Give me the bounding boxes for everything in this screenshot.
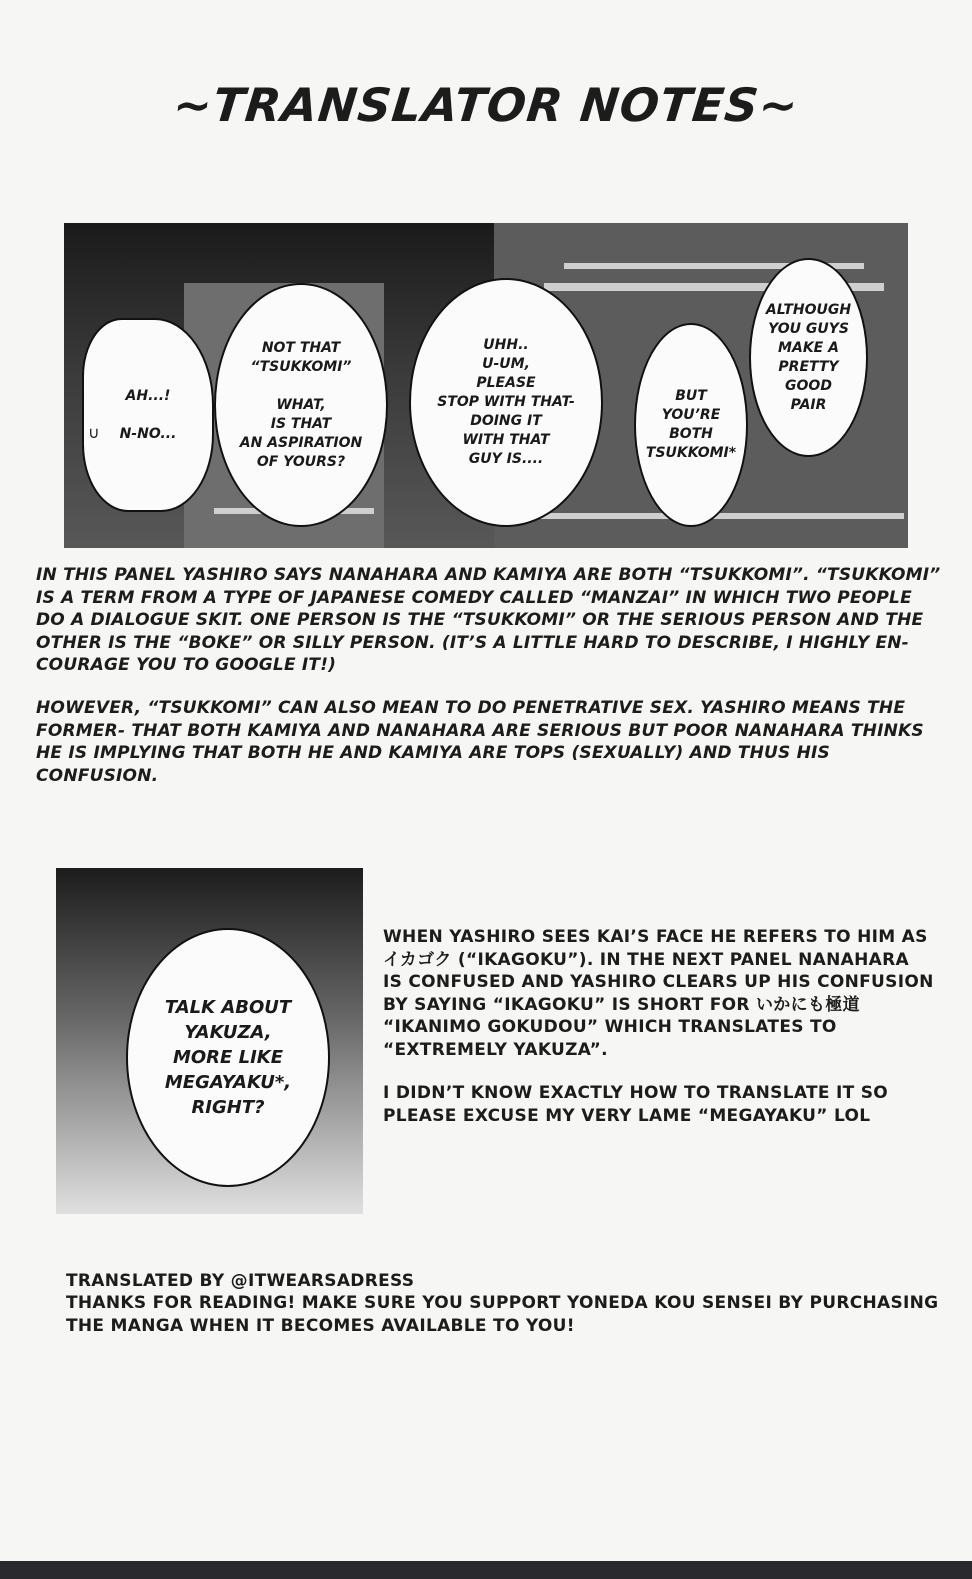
page-title: ~TRANSLATOR NOTES~: [170, 78, 802, 132]
speech-bubble-5: ALTHOUGH YOU GUYS MAKE A PRETTY GOOD PAIR: [749, 258, 868, 457]
note-paragraph-3: WHEN YASHIRO SEES KAI’S FACE HE REFERS TO HIM AS イカゴク (“IKAGOKU”). IN THE NEXT PANEL NANAHARA IS CONFUSED AND YASHIRO CLEARS UP HIS CONFUSION BY SAYING “IKAGOKU” IS SHORT FOR いかにも極道 “IKANIMO GOKUDOU” WHICH TRANSLATES TO “EXTREMELY YAKUZA”.: [383, 927, 934, 1060]
credits-translator: TRANSLATED BY @ITWEARSADRESS: [66, 1271, 415, 1291]
note-paragraph-2: HOWEVER, “TSUKKOMI” CAN ALSO MEAN TO DO PENETRATIVE SEX. YASHIRO MEANS THE FORMER- THAT BOTH KAMIYA AND NANAHARA ARE SERIOUS BUT POOR NANAHARA THINKS HE IS IMPLYING THAT BOTH HE AND KAMIYA ARE TOPS (SEXUALLY) AND THUS HIS CONFUSION.: [36, 698, 924, 786]
sweat-mark: ∪: [88, 423, 100, 442]
bottom-bar: [0, 1561, 972, 1579]
speech-bubble-4: BUT YOU’RE BOTH TSUKKOMI*: [634, 323, 748, 527]
note-paragraph-4: I DIDN’T KNOW EXACTLY HOW TO TRANSLATE IT SO PLEASE EXCUSE MY VERY LAME “MEGAYAKU” LOL: [383, 1083, 889, 1126]
window-row: [534, 513, 904, 519]
speech-bubble-3: UHH.. U-UM, PLEASE STOP WITH THAT- DOING IT WITH THAT GUY IS....: [409, 278, 603, 527]
speech-bubble-megayaku: TALK ABOUT YAKUZA, MORE LIKE MEGAYAKU*, RIGHT?: [126, 928, 330, 1187]
note-paragraph-1: IN THIS PANEL YASHIRO SAYS NANAHARA AND KAMIYA ARE BOTH “TSUKKOMI”. “TSUKKOMI” IS A TERM FROM A TYPE OF JAPANESE COMEDY CALLED “MANZAI” IN WHICH TWO PEOPLE DO A DIALOGUE SKIT. ONE PERSON IS THE “TSUKKOMI” OR THE SERIOUS PERSON AND THE OTHER IS THE “BOKE” OR SILLY PERSON. (IT’S A LITTLE HARD TO DESCRIBE, I HIGHLY EN- COURAGE YOU TO GOOGLE IT!): [36, 565, 941, 675]
credits-thanks: THANKS FOR READING! MAKE SURE YOU SUPPORT YONEDA KOU SENSEI BY PURCHASING THE MANGA WHEN IT BECOMES AVAILABLE TO YOU!: [66, 1293, 939, 1336]
speech-bubble-2: NOT THAT “TSUKKOMI” WHAT, IS THAT AN ASPIRATION OF YOURS?: [214, 283, 388, 527]
manga-panel-tsukkomi: [64, 223, 908, 548]
manga-panel-megayaku: [56, 868, 363, 1214]
speech-bubble-1: AH...! N-NO...: [82, 318, 214, 512]
